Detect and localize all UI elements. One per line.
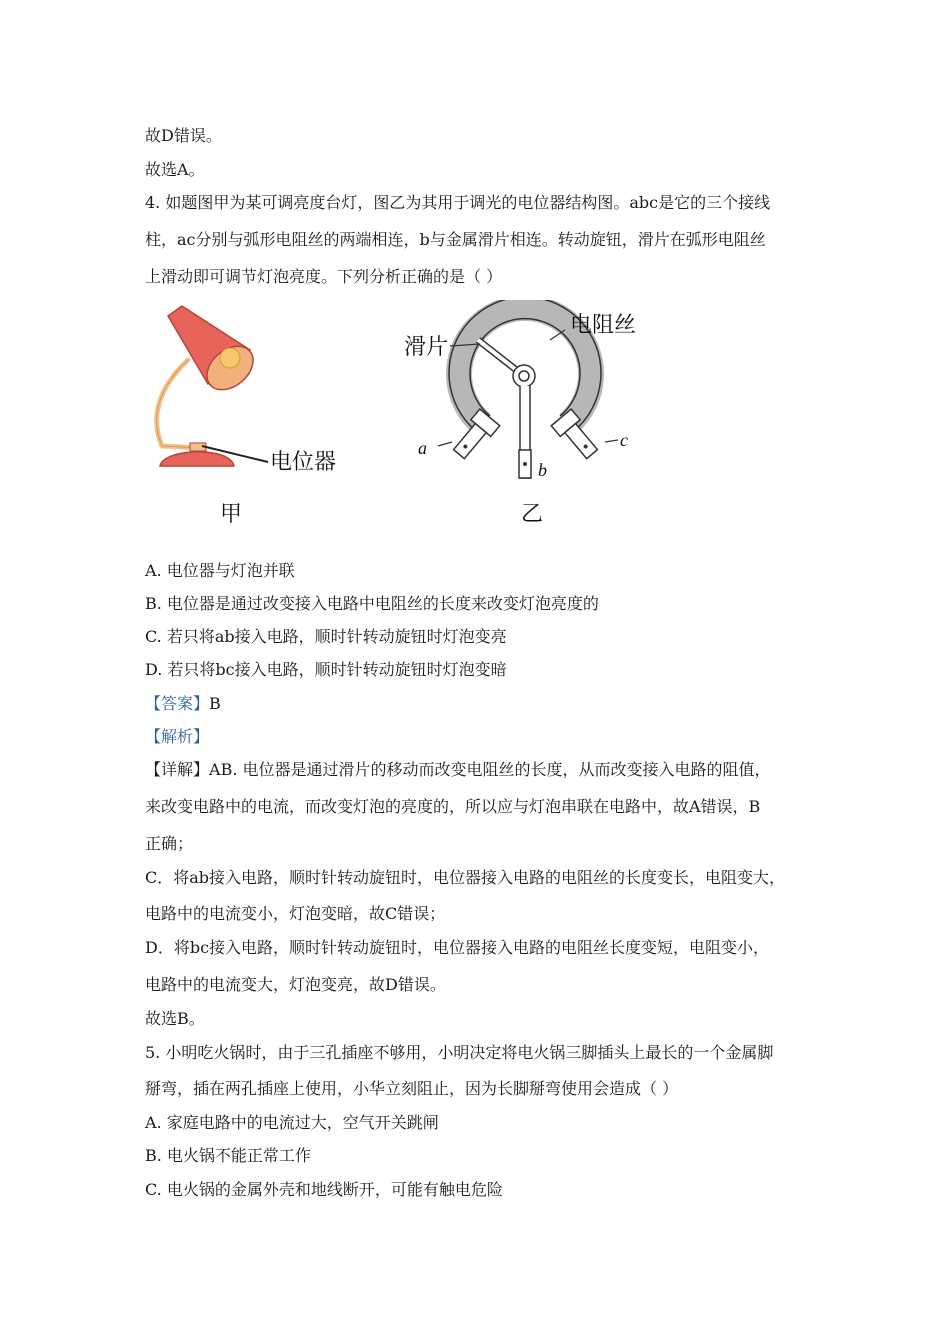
answer-tag: 【答案】 [145, 694, 210, 713]
analysis-line [145, 727, 209, 747]
terminal-a-label: a [418, 438, 427, 458]
text-line: 故选A。 [145, 160, 205, 179]
q5-option-c: C. 电火锅的金属外壳和地线断开，可能有触电危险 [145, 1180, 503, 1199]
potentiometer-figure [400, 300, 660, 532]
question-5-stem: 掰弯，插在两孔插座上使用，小华立刻阻止，因为长脚掰弯使用会造成（ ） [145, 1079, 679, 1098]
detail-tag: 【详解】 [145, 760, 210, 779]
detail-line: 电路中的电流变大，灯泡变亮，故D错误。 [145, 975, 446, 994]
option-c: C. 若只将ab接入电路，顺时针转动旋钮时灯泡变亮 [145, 627, 507, 646]
answer-line [145, 694, 221, 714]
detail-line: 故选B。 [145, 1009, 205, 1028]
slider-label: 滑片 [404, 334, 449, 359]
desk-lamp-figure [150, 298, 360, 530]
potentiometer-callout-label: 电位器 [270, 449, 337, 474]
question-4-stem: 上滑动即可调节灯泡亮度。下列分析正确的是（ ） [145, 267, 503, 286]
analysis-tag: 【解析】 [145, 727, 210, 746]
figure-caption-yi: 乙 [521, 501, 544, 526]
detail-line [145, 760, 771, 780]
question-5-stem: 5. 小明吃火锅时，由于三孔插座不够用，小明决定将电火锅三脚插头上最长的一个金属脚 [145, 1043, 774, 1062]
detail-line: C．将ab接入电路，顺时针转动旋钮时，电位器接入电路的电阻丝的长度变长，电阻变大， [145, 868, 786, 887]
answer-value: B [209, 694, 221, 713]
question-4-stem: 柱，ac分别与弧形电阻丝的两端相连，b与金属滑片相连。转动旋钮，滑片在弧形电阻丝 [145, 230, 766, 249]
question-4-stem: 4. 如题图甲为某可调亮度台灯，图乙为其用于调光的电位器结构图。abc是它的三个接线 [145, 193, 771, 212]
detail-text: AB. 电位器是通过滑片的移动而改变电阻丝的长度，从而改变接入电路的阻值， [209, 760, 771, 779]
detail-line: D．将bc接入电路，顺时针转动旋钮时，电位器接入电路的电阻丝长度变短，电阻变小， [145, 938, 770, 957]
q5-option-b: B. 电火锅不能正常工作 [145, 1146, 311, 1165]
q5-option-a: A. 家庭电路中的电流过大，空气开关跳闸 [145, 1113, 439, 1132]
option-a: A. 电位器与灯泡并联 [145, 561, 295, 580]
lamp-illustration [157, 306, 268, 466]
terminal-b-label: b [538, 460, 547, 480]
resistance-wire-label: 电阻丝 [570, 312, 637, 337]
detail-line: 来改变电路中的电流，而改变灯泡的亮度的，所以应与灯泡串联在电路中，故A错误，B [145, 797, 761, 816]
figure-caption-jia: 甲 [220, 501, 243, 526]
terminal-c-label: c [620, 430, 628, 450]
detail-line: 电路中的电流变小，灯泡变暗，故C错误； [145, 904, 446, 923]
text-line: 故D错误。 [145, 126, 222, 145]
option-d: D. 若只将bc接入电路，顺时针转动旋钮时灯泡变暗 [145, 660, 507, 679]
detail-line: 正确； [145, 834, 194, 853]
option-b: B. 电位器是通过改变接入电路中电阻丝的长度来改变灯泡亮度的 [145, 594, 599, 613]
